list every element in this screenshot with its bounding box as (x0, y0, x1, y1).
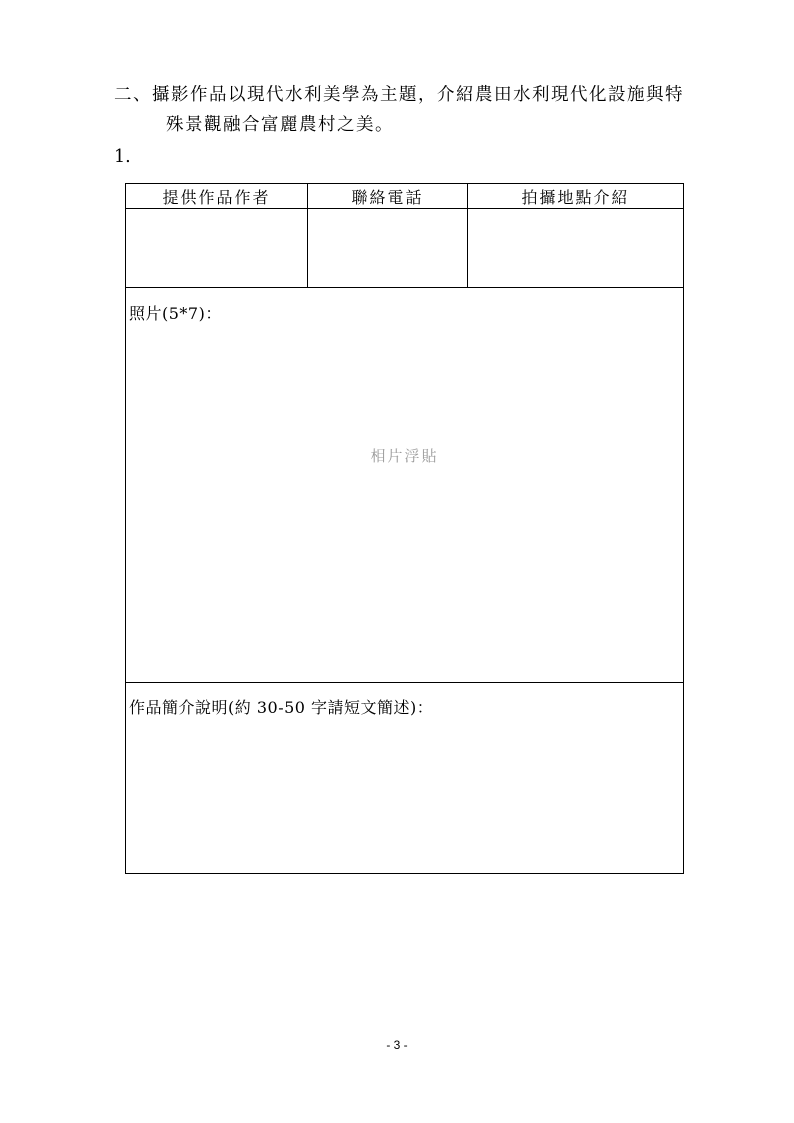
item-number: 1. (114, 147, 131, 167)
location-field[interactable] (468, 209, 684, 288)
phone-field[interactable] (308, 209, 468, 288)
photo-label: 照片(5*7)： (129, 304, 222, 323)
description-area[interactable] (126, 683, 684, 874)
photo-area[interactable] (126, 288, 684, 683)
section-heading (114, 80, 714, 140)
input-row (126, 209, 684, 288)
section-heading-line1: 二、攝影作品以現代水利美學為主題，介紹農田水利現代化設施與特 (114, 85, 684, 105)
header-row (126, 184, 684, 209)
description-row (126, 683, 684, 874)
page-number: - 3 - (386, 1038, 408, 1052)
photo-placeholder-text: 相片浮貼 (370, 447, 439, 465)
description-label: 作品簡介說明(約 30-50 字請短文簡述)： (129, 698, 434, 717)
photo-row (126, 288, 684, 683)
column-header-location: 拍攝地點介紹 (468, 184, 684, 209)
author-field[interactable] (126, 209, 308, 288)
submission-form-table (125, 183, 684, 874)
section-heading-line2: 殊景觀融合富麗農村之美。 (166, 115, 394, 135)
column-header-phone: 聯絡電話 (308, 184, 468, 209)
column-header-author: 提供作品作者 (126, 184, 308, 209)
